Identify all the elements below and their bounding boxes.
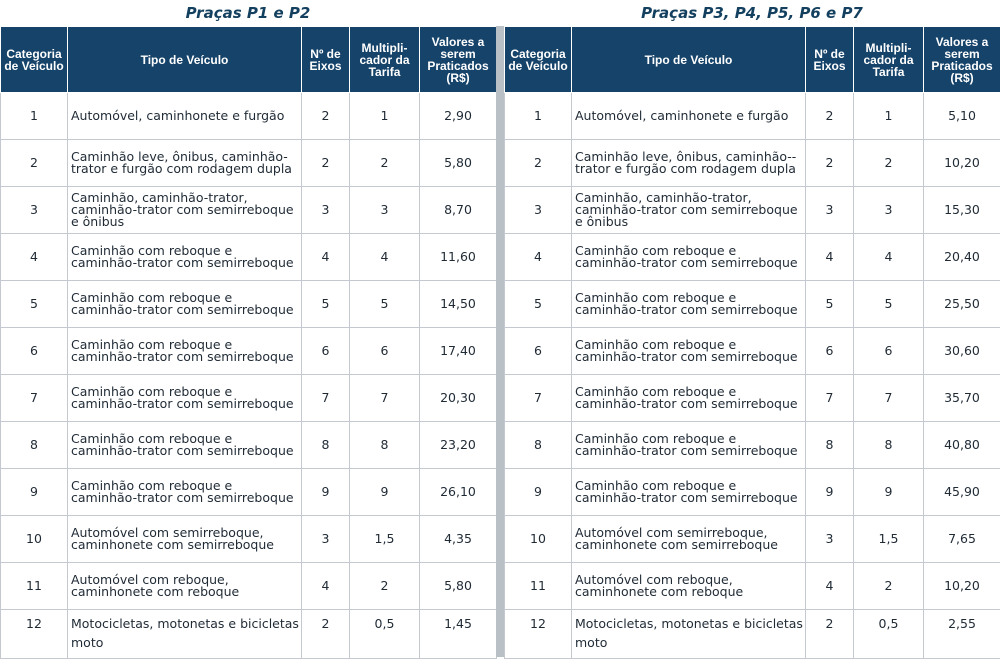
cell-eixos: 9 <box>302 469 350 516</box>
cell-eixos: 7 <box>806 375 854 422</box>
cell-tipo: Caminhão, caminhão-trator, caminhão-trator com semirreboque e ônibus <box>68 187 302 234</box>
cell-multiplicador: 6 <box>854 328 924 375</box>
cell-categoria: 7 <box>505 375 572 422</box>
cell-eixos: 3 <box>302 516 350 563</box>
cell-categoria: 11 <box>1 563 68 610</box>
cell-tipo: Motocicletas, motonetas e bicicletas moto <box>68 610 302 659</box>
cell-multiplicador: 6 <box>350 328 420 375</box>
cell-eixos: 4 <box>302 563 350 610</box>
cell-valor: 23,20 <box>420 422 497 469</box>
cell-categoria: 6 <box>505 328 572 375</box>
cell-eixos: 7 <box>302 375 350 422</box>
table-row <box>505 187 1000 234</box>
cell-valor: 2,90 <box>420 93 497 140</box>
cell-categoria: 8 <box>505 422 572 469</box>
cell-tipo: Caminhão leve, ônibus, caminhão--trator e furgão com rodagem dupla <box>572 140 806 187</box>
cell-valor: 7,65 <box>924 516 1000 563</box>
cell-categoria: 5 <box>505 281 572 328</box>
cell-tipo: Caminhão com reboque e caminhão-trator com semirreboque <box>68 234 302 281</box>
cell-eixos: 4 <box>806 234 854 281</box>
cell-categoria: 1 <box>505 93 572 140</box>
cell-eixos: 3 <box>806 516 854 563</box>
header-eixos: Nº de Eixos <box>302 27 350 93</box>
table-row <box>1 93 497 140</box>
cell-multiplicador: 4 <box>350 234 420 281</box>
cell-multiplicador: 3 <box>350 187 420 234</box>
table-row <box>505 610 1000 659</box>
cell-valor: 1,45 <box>420 610 497 659</box>
cell-valor: 10,20 <box>924 140 1000 187</box>
cell-multiplicador: 1,5 <box>854 516 924 563</box>
table-row <box>1 422 497 469</box>
cell-multiplicador: 8 <box>854 422 924 469</box>
cell-valor: 30,60 <box>924 328 1000 375</box>
cell-eixos: 9 <box>806 469 854 516</box>
cell-valor: 17,40 <box>420 328 497 375</box>
cell-valor: 40,80 <box>924 422 1000 469</box>
header-categoria: Categoria de Veículo <box>1 27 68 93</box>
cell-valor: 26,10 <box>420 469 497 516</box>
header-valores: Valores a serem Praticados (R$) <box>924 27 1000 93</box>
table-row <box>1 563 497 610</box>
cell-eixos: 4 <box>806 563 854 610</box>
cell-valor: 11,60 <box>420 234 497 281</box>
cell-eixos: 2 <box>302 610 350 659</box>
cell-tipo: Caminhão leve, ônibus, caminhão-trator e furgão com rodagem dupla <box>68 140 302 187</box>
table-row <box>1 516 497 563</box>
table-row <box>505 93 1000 140</box>
cell-valor: 8,70 <box>420 187 497 234</box>
cell-tipo: Caminhão, caminhão-trator, caminhão-trator com semirreboque e ônibus <box>572 187 806 234</box>
cell-tipo: Caminhão com reboque e caminhão-trator com semirreboque <box>572 422 806 469</box>
cell-valor: 25,50 <box>924 281 1000 328</box>
cell-multiplicador: 2 <box>350 563 420 610</box>
table-row <box>505 516 1000 563</box>
header-row <box>1 27 497 93</box>
panel-title: Praças P1 e P2 <box>0 0 496 26</box>
cell-eixos: 2 <box>806 610 854 659</box>
cell-multiplicador: 1,5 <box>350 516 420 563</box>
cell-multiplicador: 4 <box>854 234 924 281</box>
cell-categoria: 4 <box>1 234 68 281</box>
cell-categoria: 6 <box>1 328 68 375</box>
panel-divider <box>496 26 504 657</box>
cell-tipo: Caminhão com reboque e caminhão-trator com semirreboque <box>68 422 302 469</box>
table-row <box>505 422 1000 469</box>
table-row <box>505 234 1000 281</box>
tariff-panel-p1-p2 <box>0 0 496 659</box>
cell-multiplicador: 2 <box>854 563 924 610</box>
cell-categoria: 12 <box>1 610 68 659</box>
table-row <box>1 187 497 234</box>
cell-tipo: Motocicletas, motonetas e bicicletas moto <box>572 610 806 659</box>
cell-tipo: Caminhão com reboque e caminhão-trator com semirreboque <box>572 375 806 422</box>
cell-multiplicador: 0,5 <box>854 610 924 659</box>
cell-valor: 35,70 <box>924 375 1000 422</box>
table-row <box>505 469 1000 516</box>
cell-tipo: Caminhão com reboque e caminhão-trator com semirreboque <box>572 234 806 281</box>
cell-categoria: 9 <box>505 469 572 516</box>
table-row <box>1 140 497 187</box>
table-row <box>1 328 497 375</box>
header-valores: Valores a serem Praticados (R$) <box>420 27 497 93</box>
cell-eixos: 3 <box>302 187 350 234</box>
header-eixos: Nº de Eixos <box>806 27 854 93</box>
cell-multiplicador: 2 <box>350 140 420 187</box>
cell-categoria: 8 <box>1 422 68 469</box>
cell-multiplicador: 2 <box>854 140 924 187</box>
cell-multiplicador: 0,5 <box>350 610 420 659</box>
cell-categoria: 5 <box>1 281 68 328</box>
cell-categoria: 10 <box>1 516 68 563</box>
cell-categoria: 12 <box>505 610 572 659</box>
cell-multiplicador: 8 <box>350 422 420 469</box>
cell-categoria: 2 <box>1 140 68 187</box>
cell-tipo: Automóvel com reboque, caminhonete com reboque <box>572 563 806 610</box>
header-multiplicador: Multipli-cador da Tarifa <box>854 27 924 93</box>
cell-valor: 5,10 <box>924 93 1000 140</box>
cell-categoria: 11 <box>505 563 572 610</box>
cell-eixos: 8 <box>302 422 350 469</box>
cell-valor: 5,80 <box>420 563 497 610</box>
cell-tipo: Automóvel, caminhonete e furgão <box>572 93 806 140</box>
table-row <box>1 234 497 281</box>
table-row <box>505 375 1000 422</box>
cell-tipo: Automóvel, caminhonete e furgão <box>68 93 302 140</box>
cell-valor: 4,35 <box>420 516 497 563</box>
cell-categoria: 1 <box>1 93 68 140</box>
cell-valor: 45,90 <box>924 469 1000 516</box>
cell-valor: 20,30 <box>420 375 497 422</box>
cell-tipo: Caminhão com reboque e caminhão-trator com semirreboque <box>68 328 302 375</box>
cell-multiplicador: 3 <box>854 187 924 234</box>
table-row <box>1 610 497 659</box>
cell-multiplicador: 5 <box>350 281 420 328</box>
cell-multiplicador: 5 <box>854 281 924 328</box>
cell-valor: 2,55 <box>924 610 1000 659</box>
cell-eixos: 6 <box>806 328 854 375</box>
cell-eixos: 5 <box>302 281 350 328</box>
cell-multiplicador: 9 <box>350 469 420 516</box>
cell-eixos: 2 <box>302 93 350 140</box>
table-row <box>1 375 497 422</box>
cell-tipo: Caminhão com reboque e caminhão-trator com semirreboque <box>68 281 302 328</box>
cell-categoria: 9 <box>1 469 68 516</box>
cell-tipo: Automóvel com semirreboque, caminhonete com semirreboque <box>572 516 806 563</box>
tariff-panel-p3-p7 <box>504 0 1000 659</box>
cell-valor: 10,20 <box>924 563 1000 610</box>
cell-eixos: 2 <box>806 140 854 187</box>
cell-tipo: Caminhão com reboque e caminhão-trator com semirreboque <box>572 281 806 328</box>
cell-multiplicador: 1 <box>350 93 420 140</box>
cell-multiplicador: 1 <box>854 93 924 140</box>
cell-categoria: 10 <box>505 516 572 563</box>
tariff-table <box>0 26 497 659</box>
cell-eixos: 3 <box>806 187 854 234</box>
cell-valor: 20,40 <box>924 234 1000 281</box>
cell-tipo: Caminhão com reboque e caminhão-trator com semirreboque <box>68 469 302 516</box>
cell-multiplicador: 9 <box>854 469 924 516</box>
cell-eixos: 8 <box>806 422 854 469</box>
cell-categoria: 3 <box>1 187 68 234</box>
table-row <box>505 563 1000 610</box>
table-row <box>505 140 1000 187</box>
table-row <box>1 469 497 516</box>
cell-multiplicador: 7 <box>854 375 924 422</box>
cell-valor: 5,80 <box>420 140 497 187</box>
cell-eixos: 5 <box>806 281 854 328</box>
header-tipo: Tipo de Veículo <box>572 27 806 93</box>
header-tipo: Tipo de Veículo <box>68 27 302 93</box>
panel-title: Praças P3, P4, P5, P6 e P7 <box>504 0 1000 26</box>
cell-valor: 14,50 <box>420 281 497 328</box>
tariff-table <box>504 26 1000 659</box>
cell-valor: 15,30 <box>924 187 1000 234</box>
cell-eixos: 2 <box>806 93 854 140</box>
cell-categoria: 3 <box>505 187 572 234</box>
table-row <box>505 281 1000 328</box>
cell-eixos: 4 <box>302 234 350 281</box>
cell-tipo: Caminhão com reboque e caminhão-trator com semirreboque <box>572 328 806 375</box>
cell-eixos: 2 <box>302 140 350 187</box>
cell-tipo: Caminhão com reboque e caminhão-trator com semirreboque <box>68 375 302 422</box>
header-multiplicador: Multipli-cador da Tarifa <box>350 27 420 93</box>
cell-categoria: 2 <box>505 140 572 187</box>
table-row <box>1 281 497 328</box>
cell-categoria: 7 <box>1 375 68 422</box>
table-row <box>505 328 1000 375</box>
cell-tipo: Automóvel com reboque, caminhonete com reboque <box>68 563 302 610</box>
header-categoria: Categoria de Veículo <box>505 27 572 93</box>
cell-eixos: 6 <box>302 328 350 375</box>
cell-tipo: Automóvel com semirreboque, caminhonete com semirreboque <box>68 516 302 563</box>
cell-multiplicador: 7 <box>350 375 420 422</box>
cell-tipo: Caminhão com reboque e caminhão-trator com semirreboque <box>572 469 806 516</box>
header-row <box>505 27 1000 93</box>
cell-categoria: 4 <box>505 234 572 281</box>
